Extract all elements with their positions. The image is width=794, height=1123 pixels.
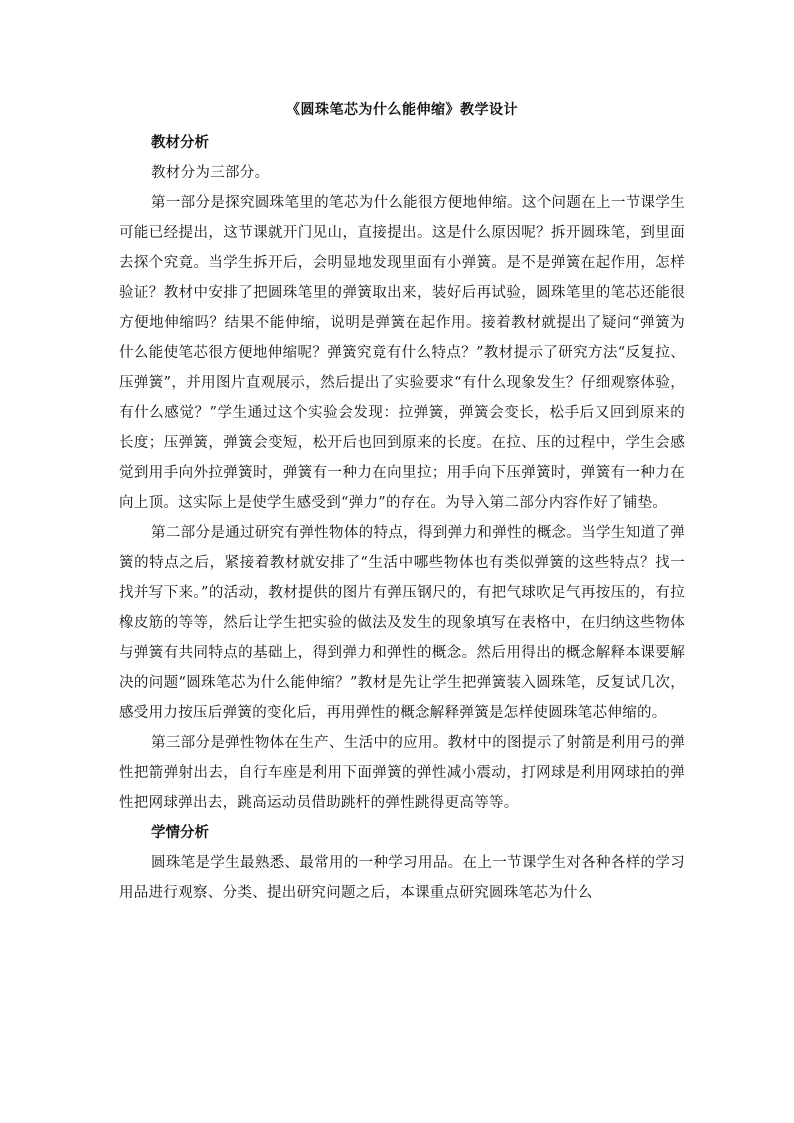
paragraph: 教材分为三部分。 <box>151 165 270 181</box>
document-body <box>119 98 685 908</box>
document-title: 《圆珠笔芯为什么能伸缩》教学设计 <box>286 102 518 118</box>
section-student-analysis <box>119 818 685 908</box>
paragraph: 圆珠笔是学生最熟悉、最常用的一种学习用品。在上一节课学生对各种各样的学习用品进行观察、分类、提出研究问题之后，本课重点研究圆珠笔芯为什么 <box>119 855 685 901</box>
section-heading: 学情分析 <box>151 824 209 841</box>
paragraph: 第二部分是通过研究有弹性物体的特点，得到弹力和弹性的概念。当学生知道了弹簧的特点之后，紧接着教材就安排了“生活中哪些物体也有类似弹簧的这些特点？找一找并写下来。”的活动，教材提供的图片有弹压钢尺的，有把气球吹足气再按压的，有拉橡皮筋的等等，然后让学生把实验的做法及发生的现象填写在表格中，在归纳这些物体与弹簧有共同特点的基础上，得到弹力和弹性的概念。然后用得出的概念解释本课要解决的问题“圆珠笔芯为什么能伸缩？”教材是先让学生把弹簧装入圆珠笔，反复试几次，感受用力按压后弹簧的变化后，再用弹性的概念解释弹簧是怎样使圆珠笔芯伸缩的。 <box>119 525 685 721</box>
paragraph: 第三部分是弹性物体在生产、生活中的应用。教材中的图提示了射箭是利用弓的弹性把箭弹射出去，自行车座是利用下面弹簧的弹性减小震动，打网球是利用网球拍的弹性把网球弹出去，跳高运动员借助跳杆的弹性跳得更高等等。 <box>119 735 685 811</box>
section-heading: 教材分析 <box>151 134 209 151</box>
section-textbook-analysis <box>119 128 685 818</box>
paragraph: 第一部分是探究圆珠笔里的笔芯为什么能很方便地伸缩。这个问题在上一节课学生可能已经提出，这节课就开门见山，直接提出。这是什么原因呢？拆开圆珠笔，到里面去探个究竟。当学生拆开后，会明显地发现里面有小弹簧。是不是弹簧在起作用，怎样验证？教材中安排了把圆珠笔里的弹簧取出来，装好后再试验，圆珠笔里的笔芯还能很方便地伸缩吗？结果不能伸缩，说明是弹簧在起作用。接着教材就提出了疑问“弹簧为什么能使笔芯很方便地伸缩呢？弹簧究竟有什么特点？”教材提示了研究方法“反复拉、压弹簧”，并用图片直观展示，然后提出了实验要求“有什么现象发生？仔细观察体验，有什么感觉？”学生通过这个实验会发现：拉弹簧，弹簧会变长，松手后又回到原来的长度；压弹簧，弹簧会变短，松开后也回到原来的长度。在拉、压的过程中，学生会感觉到用手向外拉弹簧时，弹簧有一种力在向里拉；用手向下压弹簧时，弹簧有一种力在向上顶。这实际上是使学生感受到“弹力”的存在。为导入第二部分内容作好了铺垫。 <box>119 195 685 511</box>
